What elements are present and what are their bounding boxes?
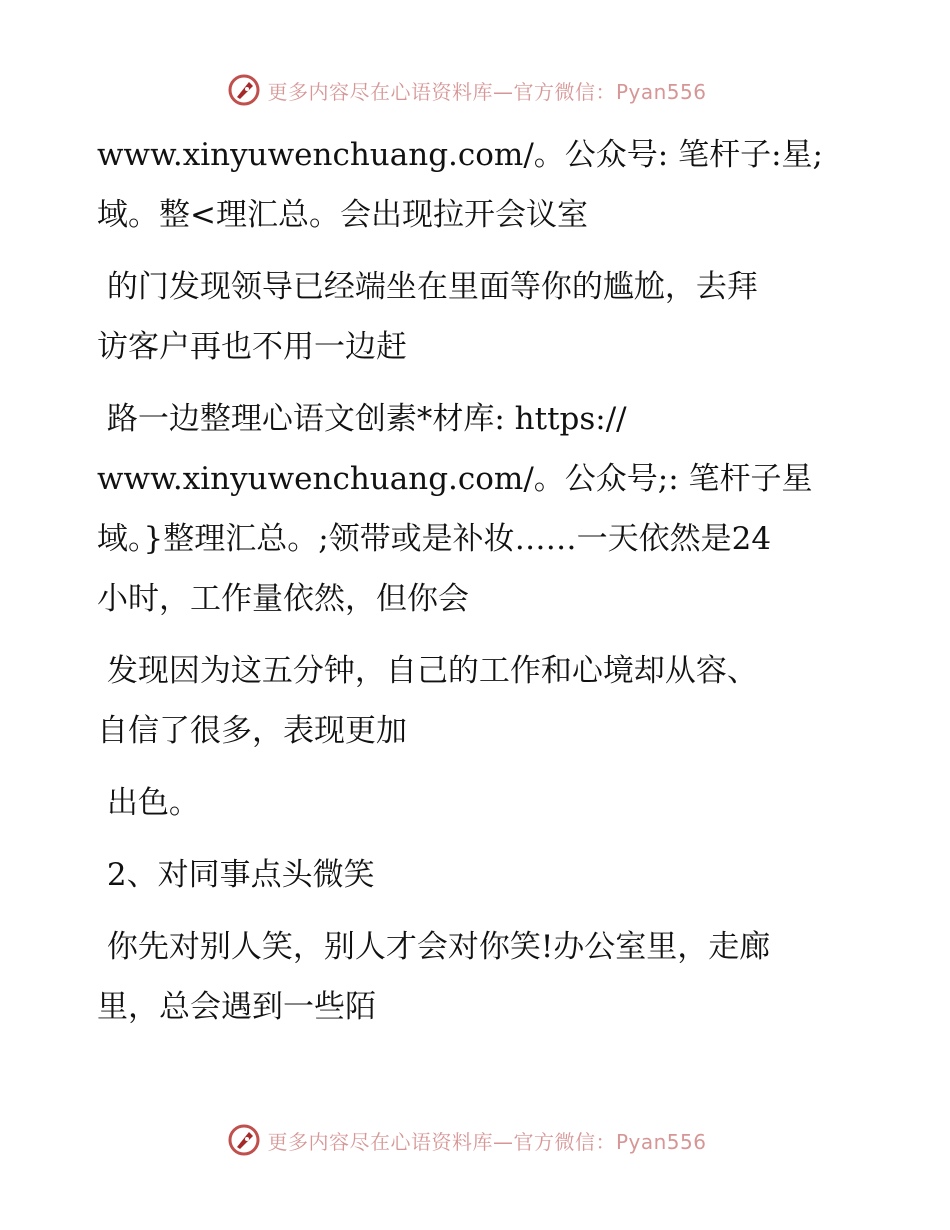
text-line: 域。整<理汇总。会出现拉开会议室: [97, 197, 588, 233]
text-line: 域。}整理汇总。;领带或是补妆……一天依然是24: [97, 521, 772, 557]
text-line: 发现因为这五分钟，自己的工作和心境却从容、: [97, 653, 758, 689]
header-banner-text: 更多内容尽在心语资料库—官方微信：Pyan556: [267, 79, 707, 104]
text-line: 出色。: [97, 785, 200, 821]
text-line: 你先对别人笑，别人才会对你笑!办公室里，走廊: [97, 929, 771, 965]
page-header-banner: [0, 70, 950, 110]
text-line: www.xinyuwenchuang.com/。公众号: 笔杆子:星;: [97, 137, 823, 173]
page-footer-banner: [0, 1120, 950, 1160]
text-line: 小时，工作量依然，但你会: [97, 581, 469, 617]
section-heading: 2、对同事点头微笑: [97, 857, 375, 893]
text-line: www.xinyuwenchuang.com/。公众号;: 笔杆子星: [97, 461, 813, 497]
text-line: 的门发现领导已经端坐在里面等你的尴尬，去拜: [97, 269, 758, 305]
text-line: 路一边整理心语文创素*材库: https://: [97, 401, 627, 437]
pen-nib-seal-icon: [227, 73, 261, 107]
header-banner-inner: [227, 73, 706, 107]
text-line: 里，总会遇到一些陌: [97, 989, 376, 1025]
text-line: 访客户再也不用一边赶: [97, 329, 407, 365]
footer-banner-inner: [227, 1123, 706, 1157]
text-line: 自信了很多，表现更加: [97, 713, 407, 749]
footer-banner-text: 更多内容尽在心语资料库—官方微信：Pyan556: [267, 1129, 707, 1154]
pen-nib-seal-icon: [227, 1123, 261, 1157]
document-body: [97, 125, 887, 1037]
